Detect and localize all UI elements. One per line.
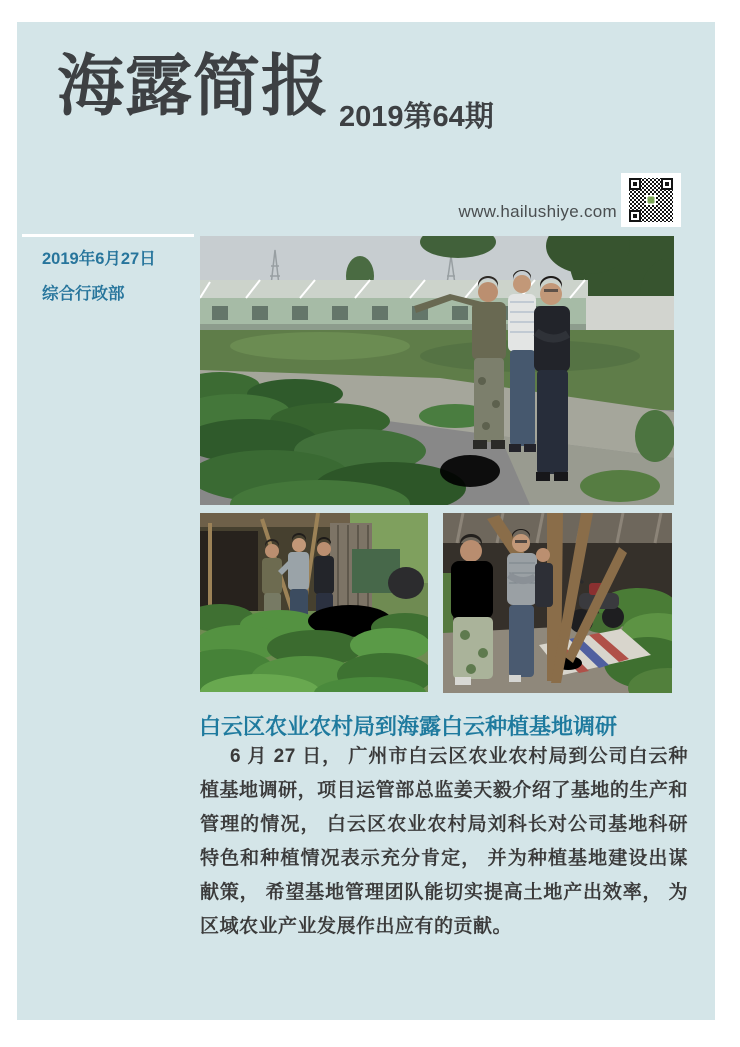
website-link[interactable]: www.hailushiye.com xyxy=(458,202,617,221)
newsletter-title: 海露简报 xyxy=(57,49,329,124)
issue-number: 2019第64期 xyxy=(339,101,494,133)
photo-main xyxy=(200,236,674,505)
article-headline: 白云区农业农村局到海露白云种植基地调研 xyxy=(199,714,618,739)
sidebar-divider xyxy=(22,234,194,237)
field-visit-illustration xyxy=(200,236,674,505)
issuing-department: 综合行政部 xyxy=(42,285,125,303)
content-panel xyxy=(17,22,715,1020)
shelter-harvest-illustration xyxy=(443,513,672,693)
crops-shed-illustration xyxy=(200,513,428,692)
photo-left xyxy=(200,513,428,692)
issue-date: 2019年6月27日 xyxy=(42,250,156,268)
qr-code xyxy=(621,173,681,227)
photo-right xyxy=(443,513,672,693)
qr-code-icon xyxy=(628,177,674,223)
article-body: 6 月 27 日， 广州市白云区农业农村局到公司白云种植基地调研，项目运管部总监姜天毅介绍了基地的生产和管理的情况， 白云区农业农村局刘科长对公司基地科研特色和种植情况表示充分肯定， 并为种植基地建设出谋献策， 希望基地管理团队能切实提高土地产出效率， 为区域农业产业发展作出应有的贡献。 xyxy=(200,746,688,937)
